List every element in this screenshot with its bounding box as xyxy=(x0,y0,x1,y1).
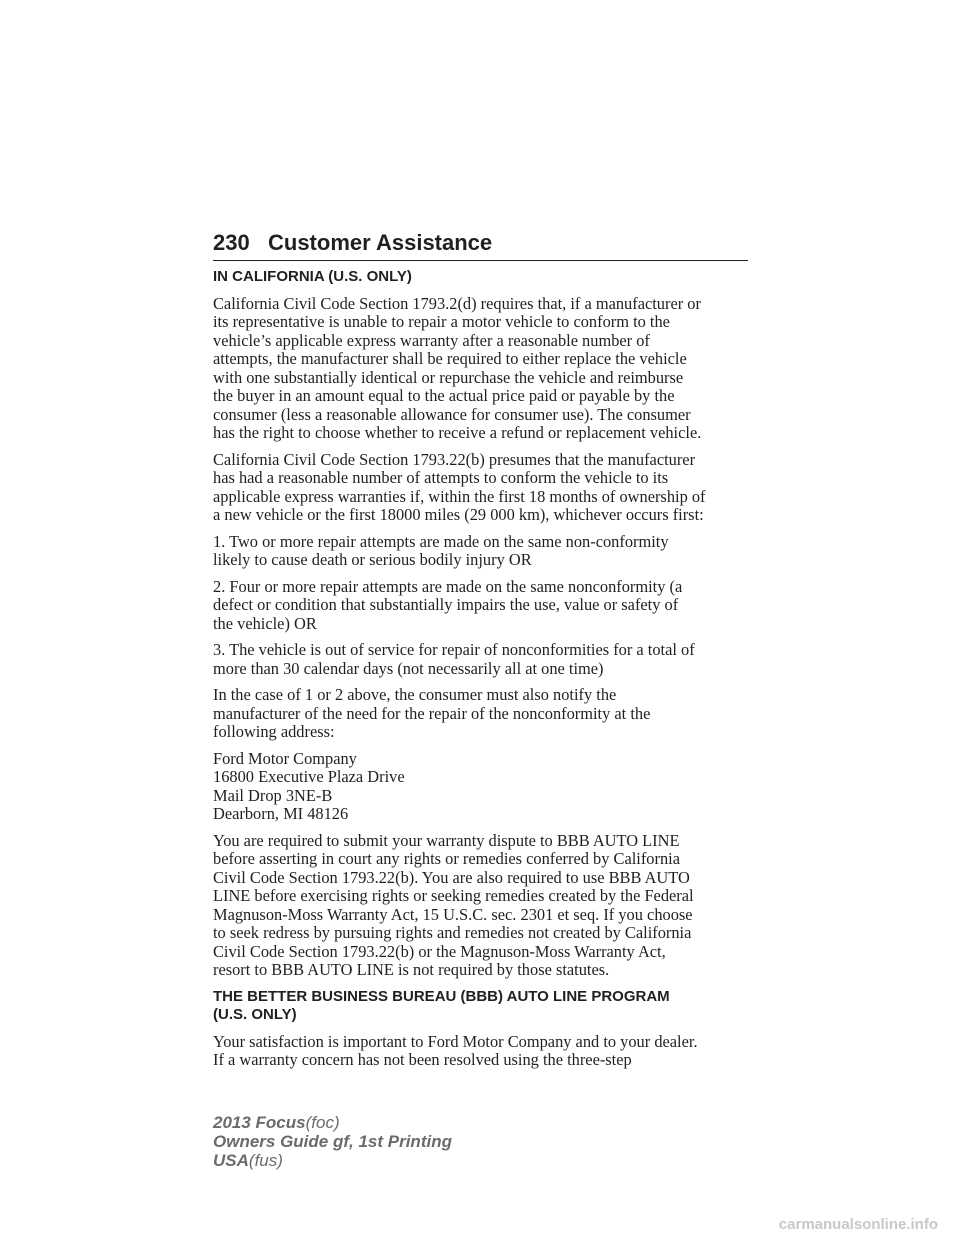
footer-line-market xyxy=(213,1151,452,1170)
paragraph-california-1793-2: California Civil Code Section 1793.2(d) requires that, if a manufacturer or its representative is unable to repair a motor vehicle to conform to the vehicle’s applicable express warranty after a reasonable number of attempts, the manufacturer shall be required to either replace the vehicle with one substantially identical or repurchase the vehicle and reimburse the buyer in an amount equal to the actual price paid or payable by the consumer (less a reasonable allowance for consumer use). The consumer has the right to choose whether to receive a refund or replacement vehicle. xyxy=(213,293,702,442)
footer-guide: Owners Guide gf, 1st Printing xyxy=(213,1132,452,1151)
list-item-1: 1. Two or more repair attempts are made on the same non-conformity likely to cause death or serious bodily injury OR xyxy=(213,531,669,569)
heading-california: IN CALIFORNIA (U.S. ONLY) xyxy=(213,268,412,285)
footer-model-code: (foc) xyxy=(305,1113,340,1132)
paragraph-california-1793-22: California Civil Code Section 1793.22(b) presumes that the manufacturer has had a reasonable number of attempts to conform the vehicle to its applicable express warranties if, within the first 18 months of ownership of a new vehicle or the first 18000 miles (29 000 km), whichever occurs first: xyxy=(213,449,706,524)
paragraph-notify: In the case of 1 or 2 above, the consumer must also notify the manufacturer of the need for the repair of the nonconformity at the following address: xyxy=(213,685,651,741)
paragraph-satisfaction: Your satisfaction is important to Ford Motor Company and to your dealer. If a warranty concern has not been resolved using the three-step xyxy=(213,1031,698,1069)
list-item-2: 2. Four or more repair attempts are made on the same nonconformity (a defect or condition that substantially impairs the use, value or safety of the vehicle) OR xyxy=(213,576,683,633)
section-title: Customer Assistance xyxy=(268,230,493,255)
footer-market-code: (fus) xyxy=(248,1151,283,1170)
address-block: Ford Motor Company 16800 Executive Plaza Drive Mail Drop 3NE-B Dearborn, MI 48126 xyxy=(213,748,405,823)
footer-model: 2013 Focus xyxy=(213,1113,306,1132)
document-footer xyxy=(213,1113,452,1170)
footer-line-model xyxy=(213,1113,452,1132)
watermark-text: carmanualsonline.info xyxy=(778,1216,938,1233)
page-header xyxy=(213,228,748,261)
footer-market: USA xyxy=(213,1151,249,1170)
page-number: 230 xyxy=(213,230,250,255)
page-content xyxy=(213,268,753,1078)
list-item-3: 3. The vehicle is out of service for repair of nonconformities for a total of more than 30 calendar days (not necessarily all at one time) xyxy=(213,640,695,678)
paragraph-bbb-requirement: You are required to submit your warranty dispute to BBB AUTO LINE before asserting in court any rights or remedies conferred by California Civil Code Section 1793.22(b). You are also required to use BBB AUTO LINE before exercising rights or seeking remedies created by the Federal Magnuson-Moss Warranty Act, 15 U.S.C. sec. 2301 et seq. If you choose to seek redress by pursuing rights and remedies not created by California Civil Code Section 1793.22(b) or the Magnuson-Moss Warranty Act, resort to BBB AUTO LINE is not required by those statutes. xyxy=(213,830,694,979)
heading-bbb-auto-line: THE BETTER BUSINESS BUREAU (BBB) AUTO LINE PROGRAM (U.S. ONLY) xyxy=(213,987,670,1023)
